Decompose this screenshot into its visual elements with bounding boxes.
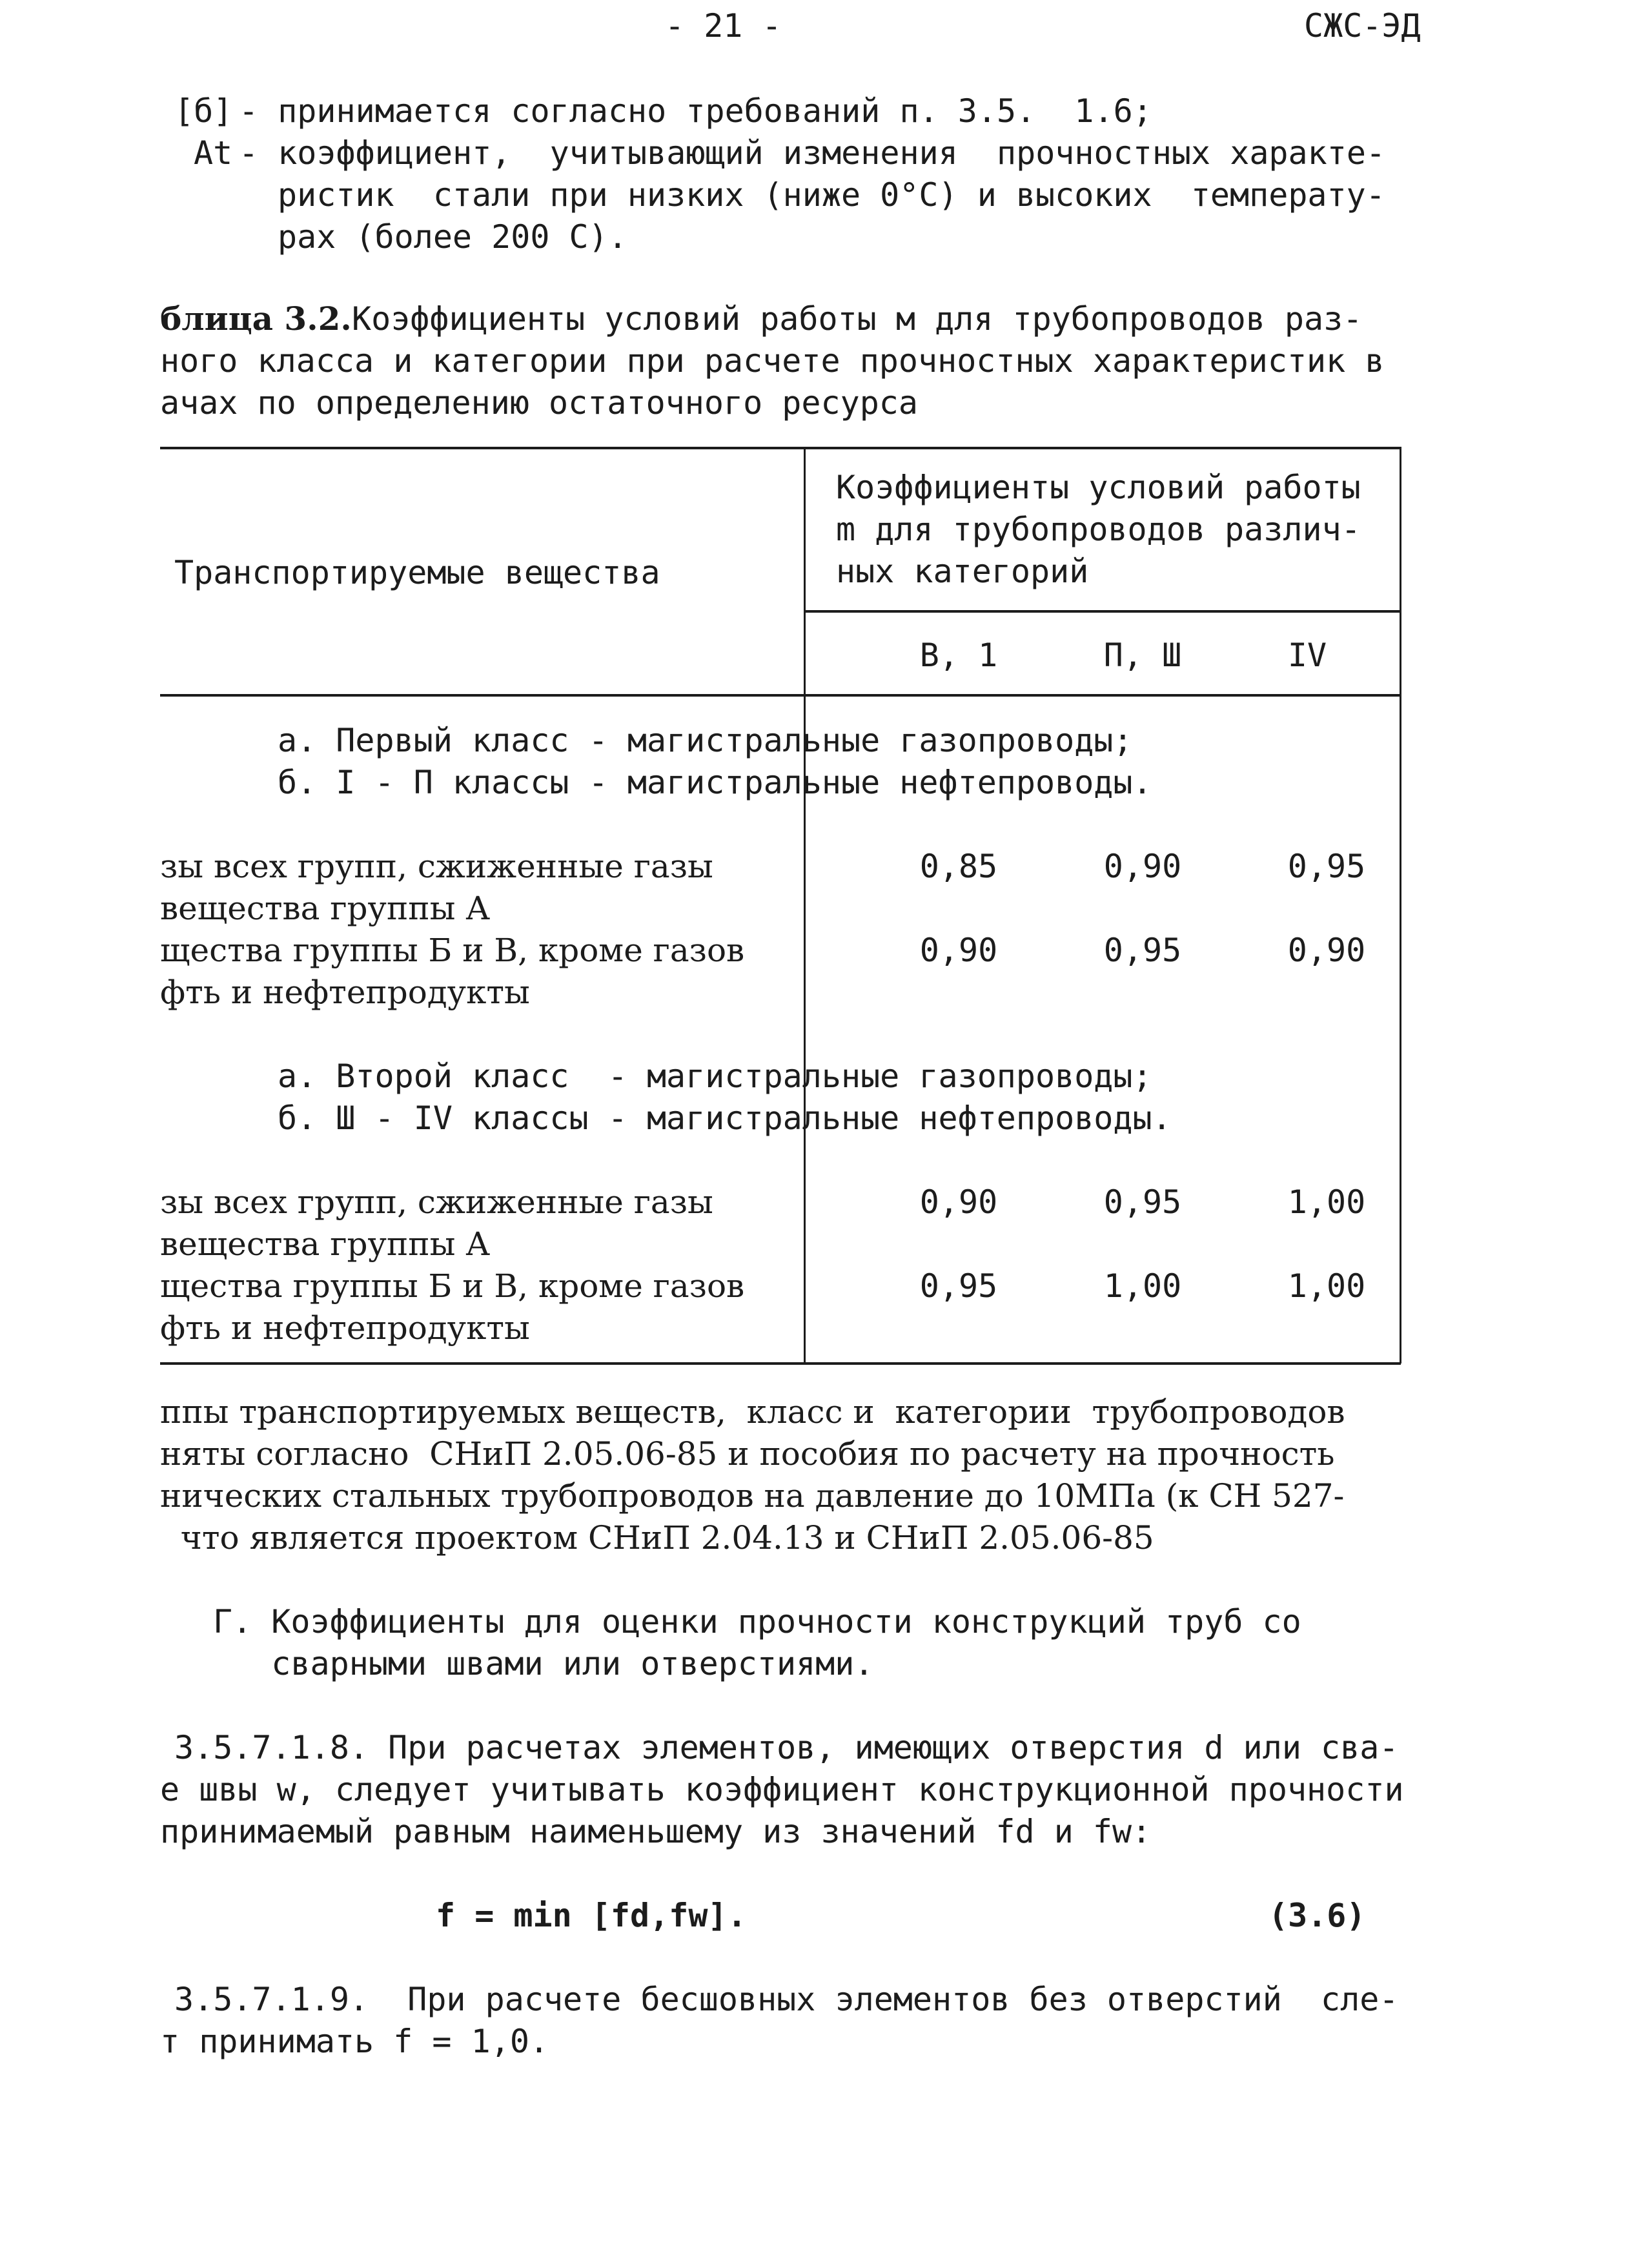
s1-row2-value-b1: 0,90	[919, 932, 998, 969]
def-text-b: - принимается согласно требований п. 3.5. 1.6;	[239, 92, 1152, 130]
page-number: - 21 -	[665, 7, 782, 45]
s1-row1-value-b1: 0,85	[919, 848, 998, 885]
s2-row2-label-line1: щества группы Б и В, кроме газов	[160, 1267, 745, 1305]
s2-row1-label-line1: зы всех групп, сжиженные газы	[160, 1183, 713, 1221]
s2-row1-value-iv: 1,00	[1287, 1183, 1366, 1221]
table-top-rule	[160, 447, 1401, 449]
note-line3: нических стальных трубопроводов на давление до 10МПа (к СН 527-	[160, 1477, 1345, 1515]
s2-row2-value-b1: 0,95	[919, 1267, 998, 1305]
s1-row1-value-p-sh: 0,90	[1103, 848, 1182, 885]
group-header-line2: m для трубопроводов различ-	[836, 511, 1361, 548]
formula-number: (3.6)	[1268, 1897, 1366, 1934]
para-3-5-7-1-8-line2: е швы w, следует учитывать коэффициент конструкционной прочности	[160, 1771, 1404, 1808]
s2-row1-value-p-sh: 0,95	[1103, 1183, 1182, 1221]
section-g-heading-line2: сварными швами или отверстиями.	[213, 1645, 874, 1682]
formula-f-min: f = min [fd,fw].	[436, 1897, 747, 1934]
document-code: СЖС-ЭД	[1304, 7, 1421, 45]
subheader-rule	[804, 610, 1401, 613]
section-1-title-line2: б. I - П классы - магистральные нефтепроводы.	[278, 764, 1152, 801]
s1-row1-label-line2: вещества группы А	[160, 890, 491, 927]
para-3-5-7-1-9-line2: т принимать f = 1,0.	[160, 2023, 549, 2060]
s2-row2-label-line2: фть и нефтепродукты	[160, 1309, 530, 1347]
section-1-title-line1: а. Первый класс - магистральные газопроводы;	[278, 722, 1133, 759]
s1-row2-label-line2: фть и нефтепродукты	[160, 974, 530, 1011]
s1-row1-value-iv: 0,95	[1287, 848, 1366, 885]
s1-row1-label-line1: зы всех групп, сжиженные газы	[160, 848, 713, 885]
table-caption-line1: Коэффициенты условий работы м для трубопроводов раз-	[352, 300, 1363, 338]
subcolumn-header-b1: В, 1	[919, 637, 998, 674]
def-symbol-b: [б]	[174, 92, 233, 130]
section-g-heading-line1: Г. Коэффициенты для оценки прочности конструкций труб со	[213, 1603, 1301, 1640]
subcolumn-header-iv: IV	[1287, 637, 1327, 674]
s2-row1-label-line2: вещества группы А	[160, 1225, 491, 1263]
para-3-5-7-1-9-line1: 3.5.7.1.9. При расчете бесшовных элементов без отверстий сле-	[174, 1981, 1399, 2018]
s2-row1-value-b1: 0,90	[919, 1183, 998, 1221]
note-line1: ппы транспортируемых веществ, класс и категории трубопроводов	[160, 1393, 1345, 1431]
para-3-5-7-1-8-line1: 3.5.7.1.8. При расчетах элементов, имеющих отверстия d или сва-	[174, 1729, 1399, 1766]
table-divider-left	[804, 447, 806, 1364]
s2-row2-value-p-sh: 1,00	[1103, 1267, 1182, 1305]
subcolumn-header-p-sh: П, Ш	[1103, 637, 1182, 674]
table-divider-right	[1400, 447, 1401, 1364]
table-bottom-rule	[160, 1362, 1401, 1365]
def-text-at-line1: - коэффициент, учитывающий изменения прочностных характе-	[239, 134, 1386, 172]
s1-row2-value-p-sh: 0,95	[1103, 932, 1182, 969]
table-caption-line2: ного класса и категории при расчете прочностных характеристик в	[160, 342, 1385, 380]
column-header-substances: Транспортируемые вещества	[174, 554, 660, 591]
s2-row2-value-iv: 1,00	[1287, 1267, 1366, 1305]
note-line2: няты согласно СНиП 2.05.06-85 и пособия по расчету на прочность	[160, 1435, 1335, 1473]
def-text-at-line3: рах (более 200 С).	[278, 218, 627, 256]
header-bottom-rule	[160, 694, 1401, 697]
section-2-title-line1: а. Второй класс - магистральные газопроводы;	[278, 1057, 1152, 1095]
group-header-line1: Коэффициенты условий работы	[836, 469, 1361, 506]
table-caption-label: блица 3.2.	[160, 300, 352, 338]
def-symbol-at: At	[194, 134, 233, 172]
s1-row2-label-line1: щества группы Б и В, кроме газов	[160, 932, 745, 969]
group-header-line3: ных категорий	[836, 553, 1089, 590]
para-3-5-7-1-8-line3: принимаемый равным наименьшему из значений fd и fw:	[160, 1813, 1152, 1850]
s1-row2-value-iv: 0,90	[1287, 932, 1366, 969]
section-2-title-line2: б. Ш - IV классы - магистральные нефтепроводы.	[278, 1099, 1172, 1137]
table-caption-line3: ачах по определению остаточного ресурса	[160, 384, 918, 422]
def-text-at-line2: ристик стали при низких (ниже 0°С) и высоких температу-	[278, 176, 1385, 214]
note-line4: что является проектом СНиП 2.04.13 и СНиП 2.05.06-85	[160, 1519, 1154, 1557]
